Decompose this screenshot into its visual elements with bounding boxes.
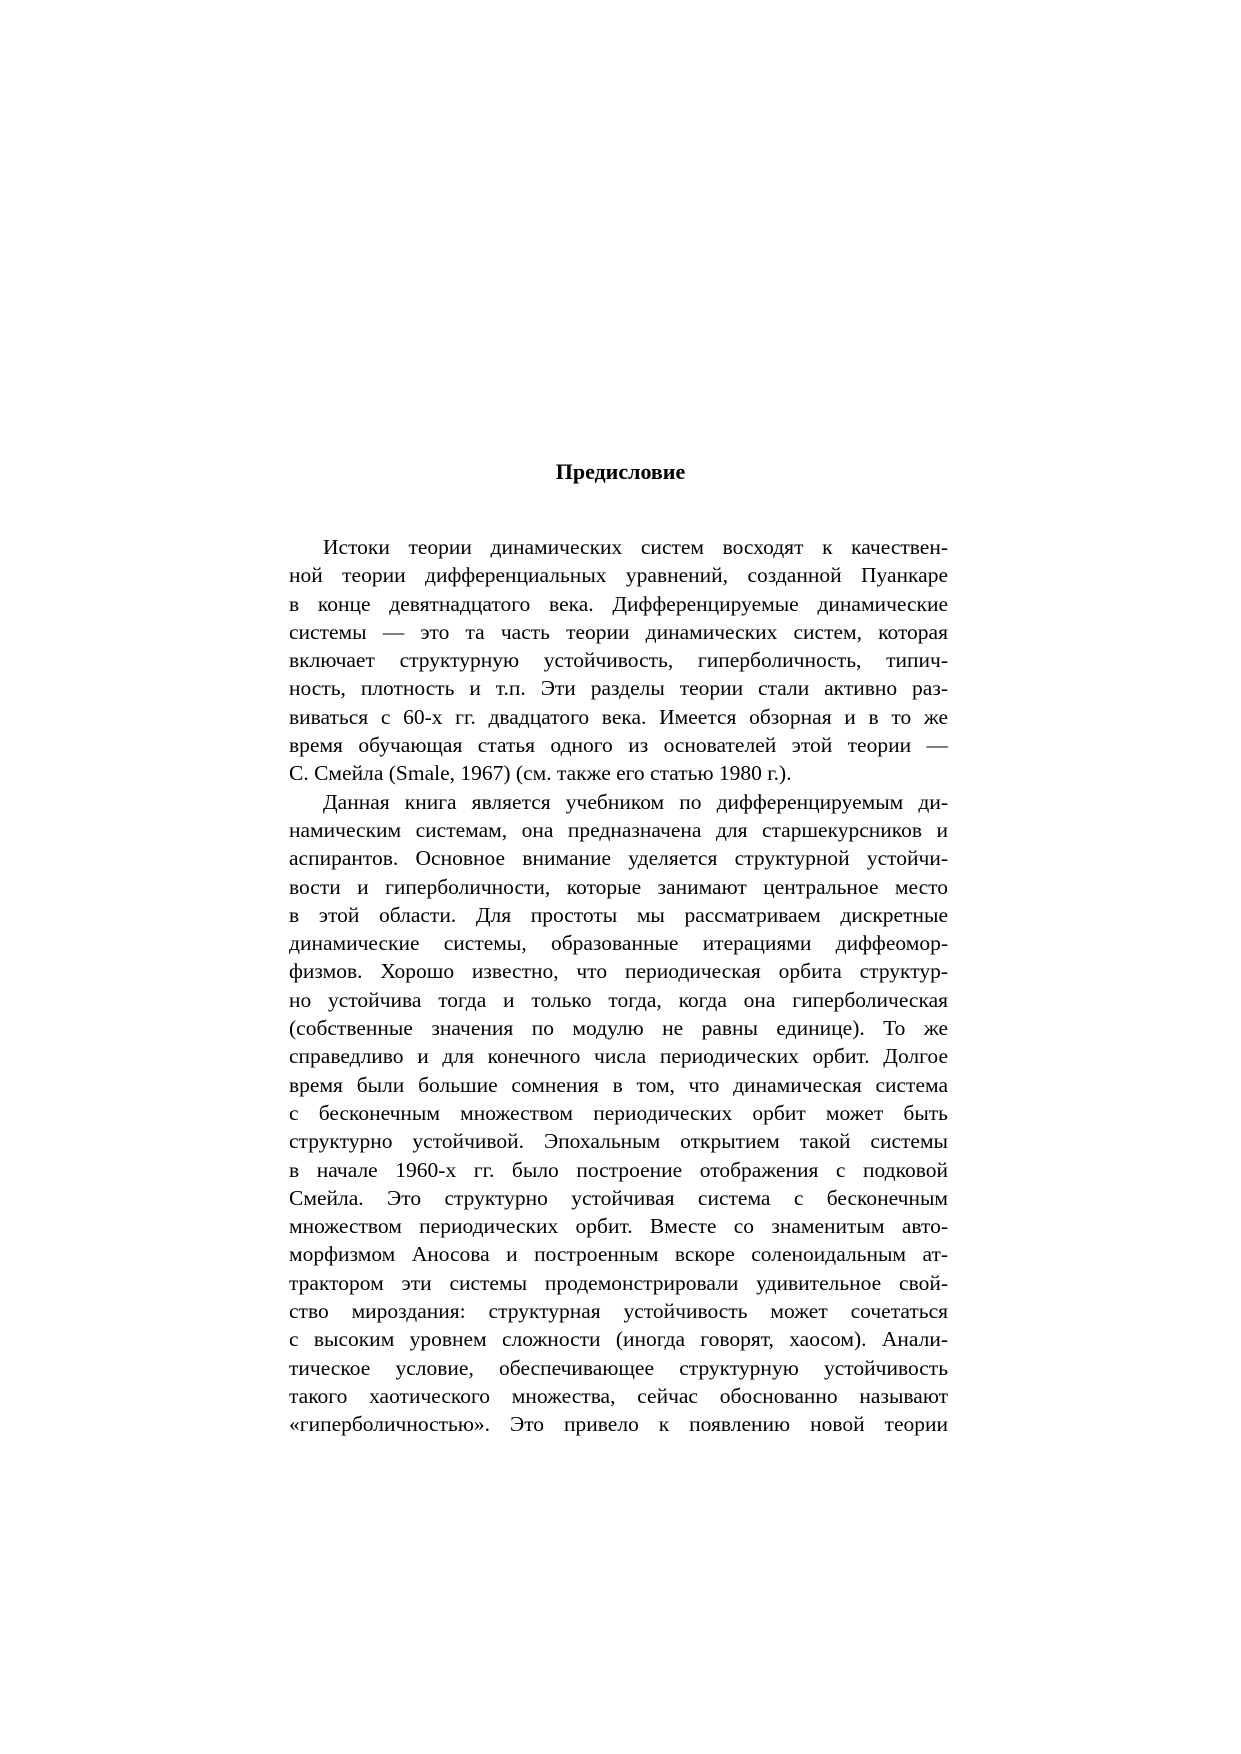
paragraph-1 bbox=[289, 533, 948, 788]
text-line: но устойчива тогда и только тогда, когда она гиперболическая bbox=[289, 987, 948, 1012]
paragraph-2 bbox=[289, 788, 948, 1439]
text-line: включает структурную устойчивость, гиперболичность, типич- bbox=[289, 648, 948, 673]
body-text bbox=[289, 533, 948, 1439]
text-line: «гиперболичностью». Это привело к появлению новой теории bbox=[289, 1412, 948, 1437]
text-line: трактором эти системы продемонстрировали удивительное свой- bbox=[289, 1270, 948, 1295]
text-line: время были большие сомнения в том, что динамическая система bbox=[289, 1072, 948, 1097]
text-line: Данная книга является учебником по дифференцируемым ди- bbox=[323, 789, 948, 814]
text-line: динамические системы, образованные итерациями диффеомор- bbox=[289, 931, 948, 956]
text-line: ство мироздания: структурная устойчивость может сочетаться bbox=[289, 1299, 948, 1324]
text-line: виваться с 60-х гг. двадцатого века. Имеется обзорная и в то же bbox=[289, 704, 948, 729]
text-line: с высоким уровнем сложности (иногда говорят, хаосом). Анали- bbox=[289, 1327, 948, 1352]
text-line: ность, плотность и т.п. Эти разделы теории стали активно раз- bbox=[289, 676, 948, 701]
text-line: С. Смейла (Smale, 1967) (см. также его статью 1980 г.). bbox=[289, 761, 792, 786]
text-line: в начале 1960-х гг. было построение отображения с подковой bbox=[289, 1157, 948, 1182]
text-line: системы — это та часть теории динамических систем, которая bbox=[289, 619, 948, 644]
text-line: тическое условие, обеспечивающее структурную устойчивость bbox=[289, 1355, 948, 1380]
text-line: Истоки теории динамических систем восходят к качествен- bbox=[323, 535, 948, 559]
text-line: намическим системам, она предназначена для старшекурсников и bbox=[289, 817, 948, 842]
text-line: в этой области. Для простоты мы рассматриваем дискретные bbox=[289, 902, 948, 927]
text-line: Смейла. Это структурно устойчивая система с бесконечным bbox=[289, 1185, 948, 1210]
text-line: справедливо и для конечного числа периодических орбит. Долгое bbox=[289, 1044, 948, 1069]
text-line: морфизмом Аносова и построенным вскоре соленоидальным ат- bbox=[289, 1242, 948, 1267]
text-line: ной теории дифференциальных уравнений, созданной Пуанкаре bbox=[289, 563, 948, 588]
text-line: физмов. Хорошо известно, что периодическая орбита структур- bbox=[289, 959, 948, 984]
text-line: аспирантов. Основное внимание уделяется структурной устойчи- bbox=[289, 846, 948, 871]
text-line: вости и гиперболичности, которые занимают центральное место bbox=[289, 874, 948, 899]
text-line: (собственные значения по модулю не равны единице). То же bbox=[289, 1016, 948, 1041]
page-title: Предисловие bbox=[555, 459, 686, 484]
text-line: структурно устойчивой. Эпохальным открытием такой системы bbox=[289, 1129, 948, 1154]
text-line: множеством периодических орбит. Вместе со знаменитым авто- bbox=[289, 1214, 948, 1239]
text-line: в конце девятнадцатого века. Дифференцируемые динамические bbox=[289, 591, 948, 616]
text-line: время обучающая статья одного из основателей этой теории — bbox=[289, 733, 948, 758]
text-line: такого хаотического множества, сейчас обоснованно называют bbox=[289, 1383, 948, 1408]
text-line: с бесконечным множеством периодических орбит может быть bbox=[289, 1100, 948, 1125]
